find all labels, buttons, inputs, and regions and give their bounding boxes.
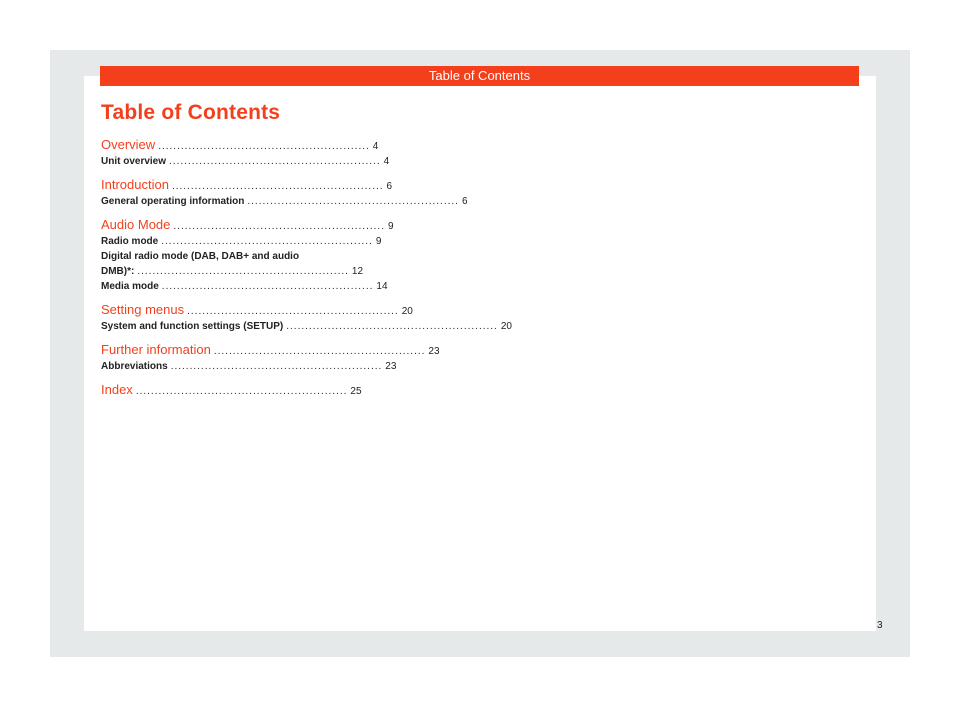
leader-dots: ........................................................ [171, 181, 384, 192]
toc-item-media-mode[interactable] [101, 279, 388, 294]
toc-page-number: 12 [351, 266, 364, 277]
toc-item-label: Digital radio mode (DAB, DAB+ and audio [101, 251, 300, 262]
leader-dots: ........................................................ [286, 321, 498, 332]
toc-item-abbreviations[interactable] [101, 359, 397, 374]
toc-section-label: Setting menus [101, 302, 185, 317]
toc-section-index[interactable] [101, 382, 362, 399]
leader-dots: ........................................................ [173, 221, 385, 232]
toc-item-label: Media mode [101, 281, 159, 292]
toc-item-label: Unit overview [101, 156, 167, 167]
toc-section-label: Further information [101, 342, 211, 357]
leader-dots: ........................................................ [213, 346, 426, 357]
toc-page-number: 4 [383, 156, 390, 167]
toc-section-label: Index [101, 382, 133, 397]
toc-page-number: 14 [376, 281, 388, 292]
toc-item-label: System and function settings (SETUP) [101, 321, 284, 332]
toc-page-number: 20 [401, 306, 413, 317]
toc-section-overview[interactable] [101, 137, 379, 154]
toc-title: Table of Contents [101, 101, 281, 124]
toc-item-unit-overview[interactable] [101, 154, 390, 169]
toc-page-number: 6 [386, 181, 393, 192]
toc-section-label: Audio Mode [101, 217, 171, 232]
running-header: Table of Contents [100, 66, 859, 86]
toc-item-label-continued: DMB)*: [101, 266, 135, 277]
leader-dots: ........................................................ [170, 361, 383, 372]
toc-page-number: 9 [387, 221, 394, 232]
toc-page-number: 6 [461, 196, 468, 207]
toc-section-introduction[interactable] [101, 177, 393, 194]
toc-item-digital-radio-mode[interactable] [101, 249, 364, 279]
leader-dots: ........................................................ [247, 196, 459, 207]
toc-item-label: Abbreviations [101, 361, 168, 372]
toc-item-label: Radio mode [101, 236, 159, 247]
toc-section-setting-menus[interactable] [101, 302, 413, 319]
leader-dots: ........................................................ [187, 306, 399, 317]
toc-page-number: 23 [385, 361, 397, 372]
toc-item-radio-mode[interactable] [101, 234, 382, 249]
leader-dots: ........................................................ [135, 386, 348, 397]
toc-section-label: Introduction [101, 177, 169, 192]
toc-page-number: 4 [372, 141, 379, 152]
toc-page-number: 25 [350, 386, 362, 397]
footer-page-number: 3 [877, 620, 883, 631]
toc-page-number: 20 [500, 321, 512, 332]
toc-section-audio-mode[interactable] [101, 217, 394, 234]
toc-page-number: 23 [428, 346, 440, 357]
toc-page-number: 9 [375, 236, 382, 247]
leader-dots: ........................................................ [161, 236, 373, 247]
leader-dots: ........................................................ [169, 156, 381, 167]
toc-item-general-operating-information[interactable] [101, 194, 468, 209]
toc-item-system-function-settings[interactable] [101, 319, 512, 334]
leader-dots: ........................................................ [158, 141, 370, 152]
toc-item-label: General operating information [101, 196, 245, 207]
leader-dots: ........................................................ [161, 281, 374, 292]
leader-dots: ........................................................ [137, 266, 349, 277]
toc-section-label: Overview [101, 137, 156, 152]
table-of-contents [101, 137, 512, 399]
toc-section-further-information[interactable] [101, 342, 440, 359]
